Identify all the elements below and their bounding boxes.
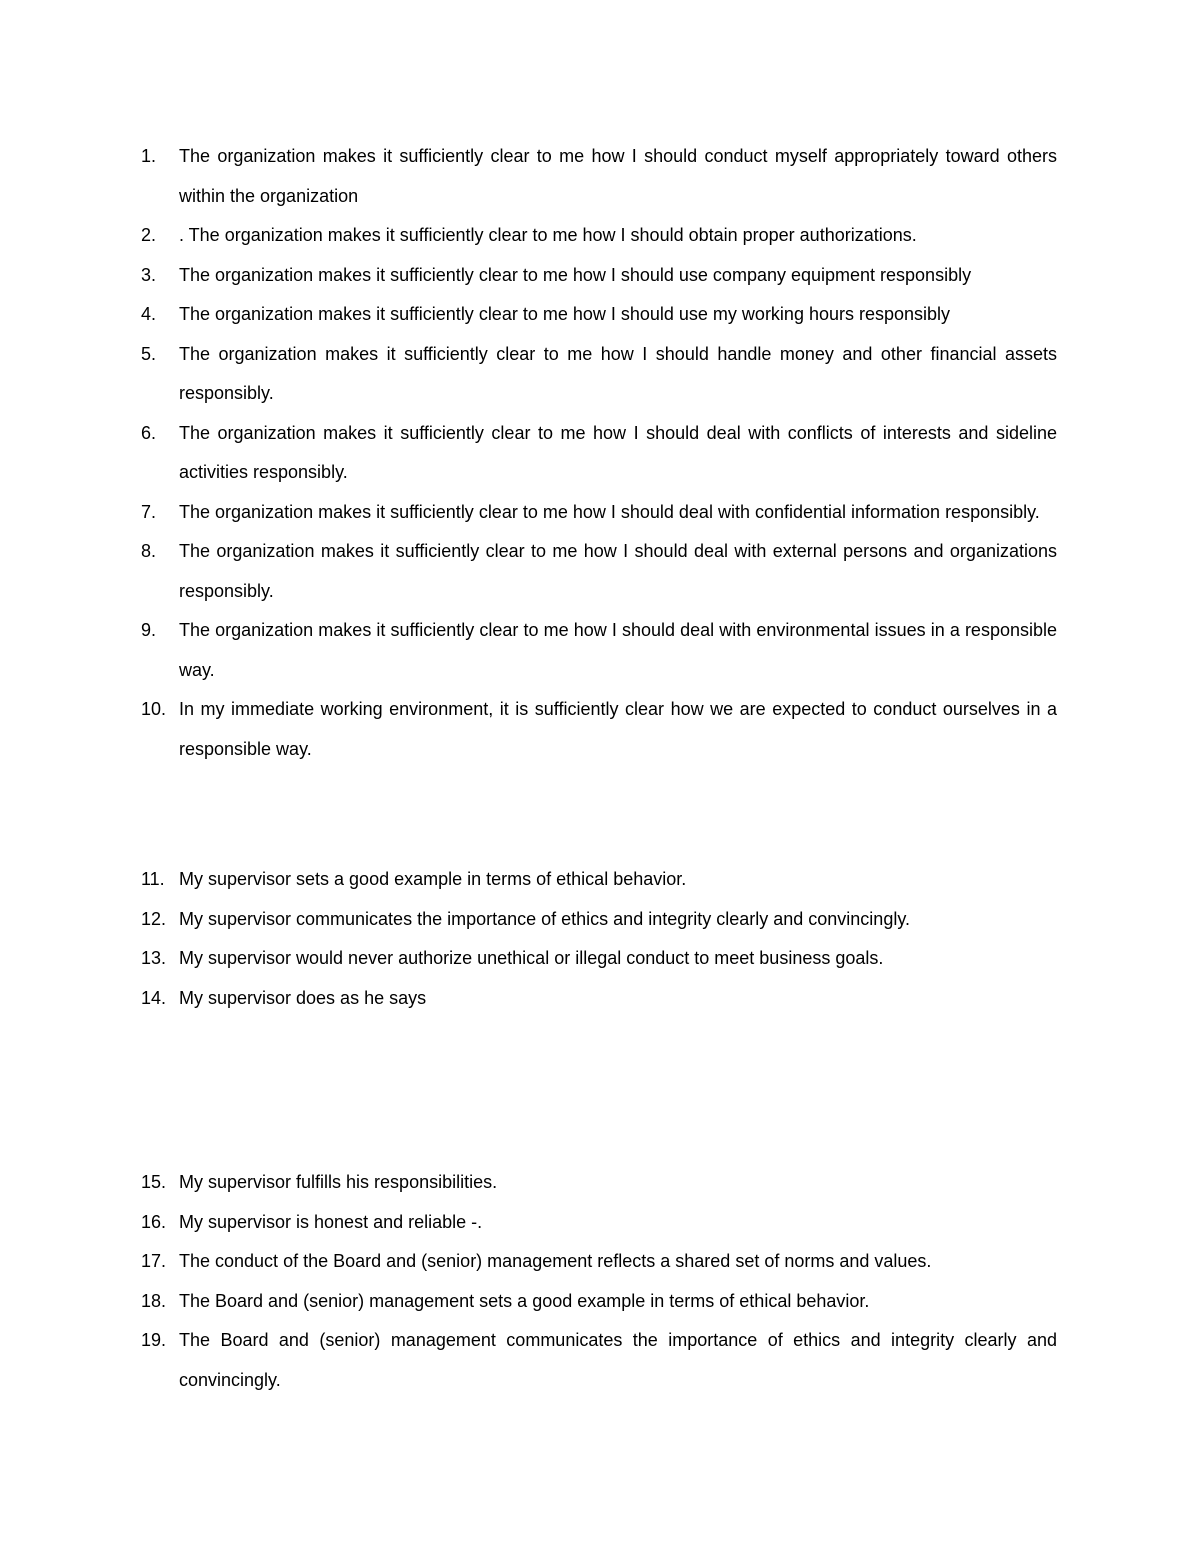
item-number: 11. <box>141 869 165 889</box>
list-item <box>141 1282 1057 1322</box>
item-number: 19. <box>141 1330 167 1350</box>
item-text: The Board and (senior) management communicates the importance of ethics and integrity clearly and convincingly. <box>179 1330 1057 1390</box>
item-text: The organization makes it sufficiently clear to me how I should deal with conflicts of interests and sideline activities responsibly. <box>179 422 1057 482</box>
list-item <box>141 493 1057 533</box>
item-number: 2. <box>141 225 157 245</box>
list-item <box>141 1163 1057 1203</box>
item-number: 9. <box>141 620 157 640</box>
list-item <box>141 1242 1057 1282</box>
item-text: The organization makes it sufficiently clear to me how I should handle money and other financial assets responsibly. <box>179 343 1057 403</box>
list-item <box>141 690 1057 769</box>
item-text: My supervisor does as he says <box>179 987 427 1008</box>
item-text: My supervisor sets a good example in terms of ethical behavior. <box>179 869 687 889</box>
item-text: The organization makes it sufficiently clear to me how I should use my working hours responsibly <box>179 304 951 324</box>
item-number: 16. <box>141 1211 167 1232</box>
item-number: 10. <box>141 699 167 719</box>
item-text: My supervisor would never authorize unethical or illegal conduct to meet business goals. <box>179 948 884 968</box>
item-text: My supervisor fulfills his responsibilities. <box>179 1172 498 1192</box>
item-text: The conduct of the Board and (senior) management reflects a shared set of norms and values. <box>179 1251 932 1271</box>
item-number: 7. <box>141 501 157 522</box>
item-number: 13. <box>141 948 167 968</box>
question-list-management <box>141 1163 1057 1400</box>
item-number: 8. <box>141 541 157 561</box>
list-item <box>141 335 1057 414</box>
list-item <box>141 216 1057 256</box>
item-text: The organization makes it sufficiently clear to me how I should deal with confidential information responsibly. <box>179 501 1040 522</box>
item-text: . The organization makes it sufficiently clear to me how I should obtain proper authorizations. <box>179 225 917 245</box>
item-number: 5. <box>141 343 157 364</box>
item-number: 1. <box>141 146 157 166</box>
item-number: 17. <box>141 1251 167 1271</box>
list-item <box>141 860 1057 900</box>
item-text: The organization makes it sufficiently clear to me how I should conduct myself appropriately toward others within the organization <box>179 146 1057 206</box>
item-text: The organization makes it sufficiently clear to me how I should deal with external persons and organizations responsibly. <box>179 541 1057 601</box>
item-number: 15. <box>141 1172 167 1192</box>
list-item <box>141 1203 1057 1243</box>
item-text: The Board and (senior) management sets a good example in terms of ethical behavior. <box>179 1290 870 1311</box>
item-number: 6. <box>141 422 157 443</box>
list-item <box>141 137 1057 216</box>
list-item <box>141 295 1057 335</box>
list-item <box>141 939 1057 979</box>
item-number: 14. <box>141 987 167 1008</box>
list-item <box>141 979 1057 1019</box>
question-list-supervisor <box>141 860 1057 1018</box>
item-number: 4. <box>141 304 157 324</box>
list-item <box>141 900 1057 940</box>
item-number: 18. <box>141 1290 167 1311</box>
item-text: My supervisor is honest and reliable -. <box>179 1211 483 1232</box>
item-text: In my immediate working environment, it is sufficiently clear how we are expected to conduct ourselves in a responsible way. <box>179 699 1057 759</box>
list-item <box>141 256 1057 296</box>
list-item <box>141 611 1057 690</box>
list-item <box>141 414 1057 493</box>
list-item <box>141 532 1057 611</box>
list-item <box>141 1321 1057 1400</box>
item-text: My supervisor communicates the importance of ethics and integrity clearly and convincingly. <box>179 908 910 929</box>
item-text: The organization makes it sufficiently clear to me how I should deal with environmental issues in a responsible way. <box>179 620 1057 680</box>
question-list-organization <box>141 137 1057 769</box>
item-number: 3. <box>141 264 157 285</box>
item-text: The organization makes it sufficiently clear to me how I should use company equipment responsibly <box>179 264 972 285</box>
item-number: 12. <box>141 908 167 929</box>
